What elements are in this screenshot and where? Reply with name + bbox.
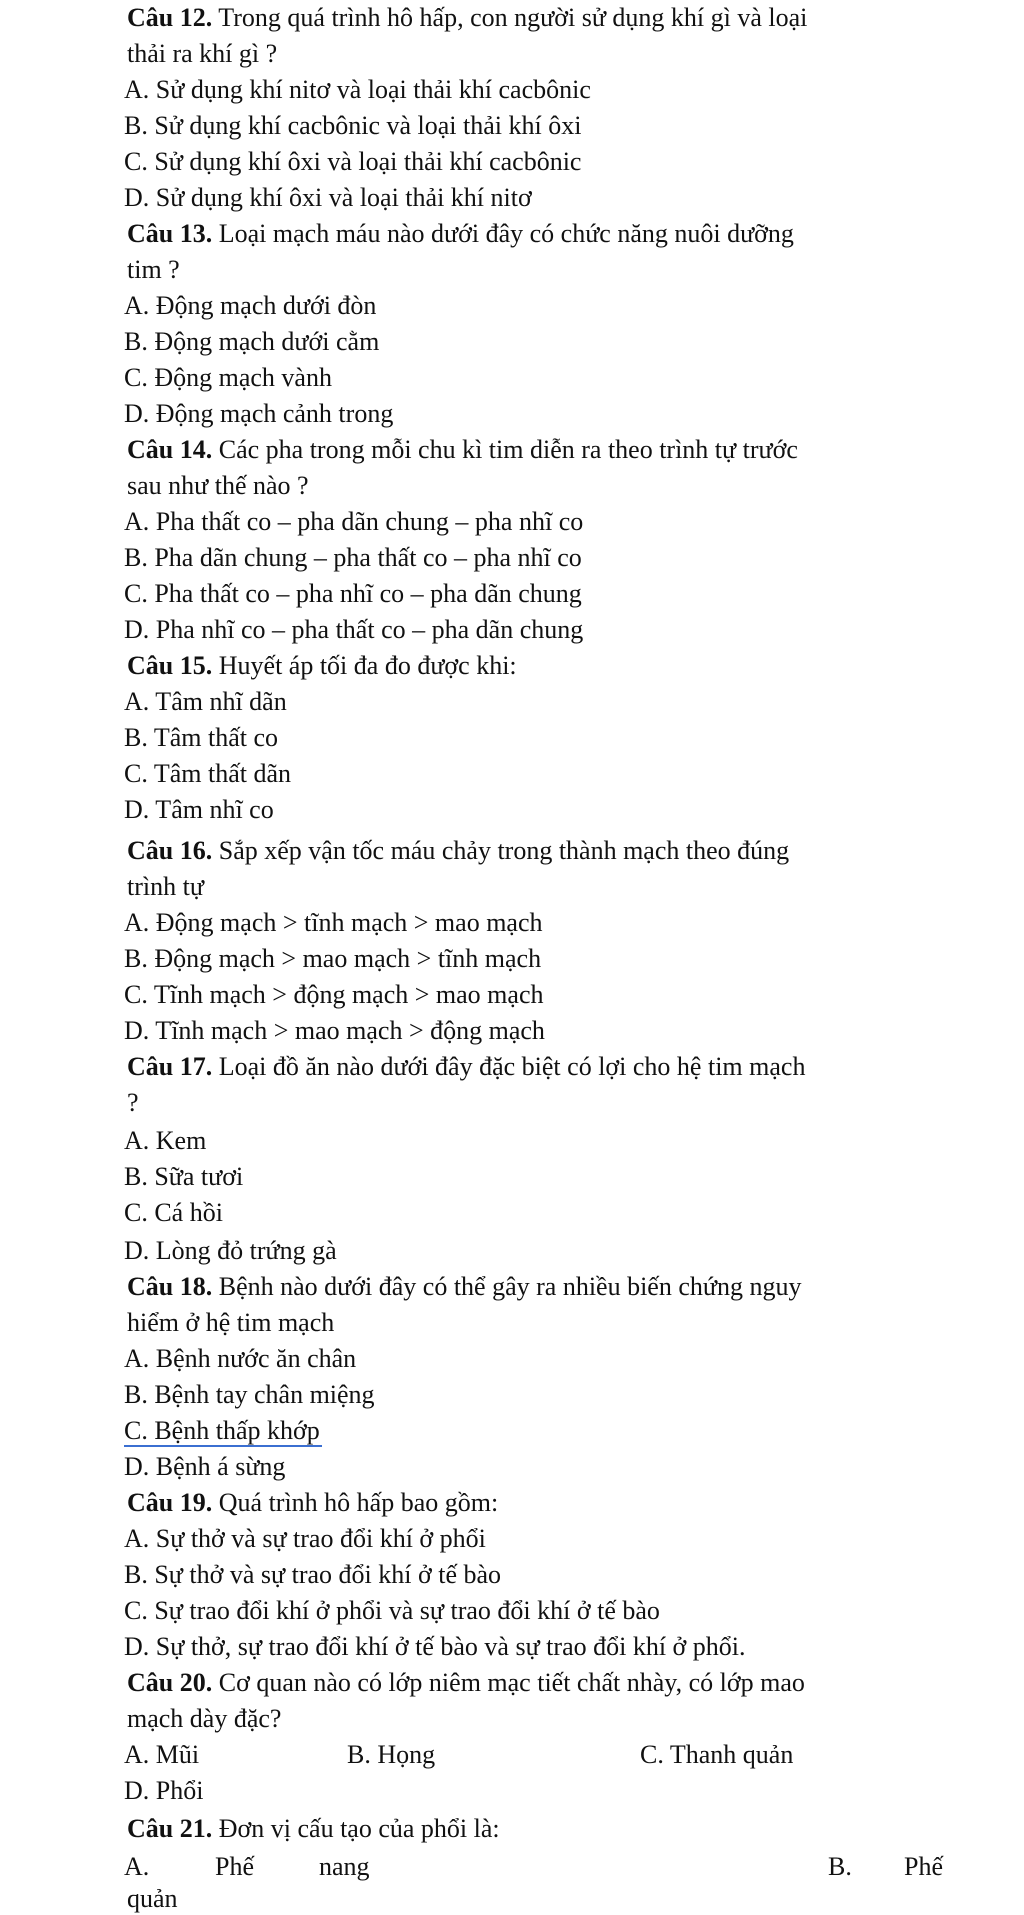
option-b: B. Tâm thất co xyxy=(124,723,279,752)
question-number: Câu 18. xyxy=(127,1272,213,1301)
question-number: Câu 14. xyxy=(127,435,213,464)
option-c: C. Động mạch vành xyxy=(124,363,332,392)
option-c xyxy=(124,1415,322,1447)
question-text-cont: thải ra khí gì ? xyxy=(127,39,278,68)
question-15 xyxy=(127,650,517,682)
option-a: A. Bệnh nước ăn chân xyxy=(124,1344,357,1373)
option-a-word-2: nang xyxy=(319,1852,370,1881)
option-d: D. Bệnh á sừng xyxy=(124,1452,286,1481)
question-16 xyxy=(127,835,789,867)
option-b-word-1: Phế xyxy=(904,1852,943,1881)
option-c: C. Sự trao đổi khí ở phổi và sự trao đổi khí ở tế bào xyxy=(124,1596,660,1625)
question-text: Loại mạch máu nào dưới đây có chức năng nuôi dưỡng xyxy=(218,219,794,248)
option-d: D. Sử dụng khí ôxi và loại thải khí nitơ xyxy=(124,183,532,212)
question-number: Câu 13. xyxy=(127,219,213,248)
question-number: Câu 19. xyxy=(127,1488,213,1517)
question-number: Câu 12. xyxy=(127,3,213,32)
option-b: B. Động mạch dưới cằm xyxy=(124,327,380,356)
option-b-word-2: quản xyxy=(127,1884,178,1913)
option-a: A. Pha thất co – pha dãn chung – pha nhĩ co xyxy=(124,507,584,536)
option-b: B. Họng xyxy=(347,1740,436,1769)
question-number: Câu 21. xyxy=(127,1814,213,1843)
question-14 xyxy=(127,434,798,466)
option-b: B. Sử dụng khí cacbônic và loại thải khí ôxi xyxy=(124,111,582,140)
option-a-label: A. xyxy=(124,1852,150,1881)
question-text: Quá trình hô hấp bao gồm: xyxy=(218,1488,499,1517)
option-a: A. Sử dụng khí nitơ và loại thải khí cacbônic xyxy=(124,75,591,104)
question-text: Sắp xếp vận tốc máu chảy trong thành mạch theo đúng xyxy=(218,836,790,865)
option-b: B. Bệnh tay chân miệng xyxy=(124,1380,375,1409)
question-number: Câu 15. xyxy=(127,651,213,680)
option-d: D. Tĩnh mạch > mao mạch > động mạch xyxy=(124,1016,545,1045)
option-c: C. Tâm thất dãn xyxy=(124,759,292,788)
question-text: Cơ quan nào có lớp niêm mạc tiết chất nhày, có lớp mao xyxy=(218,1668,805,1697)
option-c: C. Tĩnh mạch > động mạch > mao mạch xyxy=(124,980,544,1009)
question-text-cont: ? xyxy=(127,1088,139,1117)
question-12 xyxy=(127,2,807,34)
option-c: C. Thanh quản xyxy=(640,1740,794,1769)
question-text: Bệnh nào dưới đây có thể gây ra nhiều biến chứng nguy xyxy=(218,1272,802,1301)
option-d: D. Lòng đỏ trứng gà xyxy=(124,1236,337,1265)
question-21 xyxy=(127,1813,500,1845)
question-text-cont: hiểm ở hệ tim mạch xyxy=(127,1308,335,1337)
option-b: B. Sữa tươi xyxy=(124,1162,244,1191)
question-20 xyxy=(127,1667,805,1699)
question-text-cont: tim ? xyxy=(127,255,180,284)
question-13 xyxy=(127,218,794,250)
question-17 xyxy=(127,1051,805,1083)
question-number: Câu 20. xyxy=(127,1668,213,1697)
option-d: D. Phổi xyxy=(124,1776,204,1805)
question-text: Trong quá trình hô hấp, con người sử dụng khí gì và loại xyxy=(218,3,808,32)
option-a: A. Tâm nhĩ dãn xyxy=(124,687,287,716)
option-a: A. Kem xyxy=(124,1126,207,1155)
option-d: D. Tâm nhĩ co xyxy=(124,795,274,824)
option-d: D. Pha nhĩ co – pha thất co – pha dãn chung xyxy=(124,615,584,644)
option-a: A. Động mạch dưới đòn xyxy=(124,291,377,320)
option-text: C. Bệnh thấp khớp xyxy=(124,1416,320,1445)
option-b-label: B. xyxy=(828,1852,852,1881)
option-a: A. Động mạch > tĩnh mạch > mao mạch xyxy=(124,908,543,937)
question-text-cont: mạch dày đặc? xyxy=(127,1704,282,1733)
question-text: Loại đồ ăn nào dưới đây đặc biệt có lợi cho hệ tim mạch xyxy=(218,1052,806,1081)
option-c: C. Pha thất co – pha nhĩ co – pha dãn chung xyxy=(124,579,582,608)
option-c: C. Sử dụng khí ôxi và loại thải khí cacbônic xyxy=(124,147,582,176)
question-text-cont: sau như thế nào ? xyxy=(127,471,309,500)
option-a: A. Mũi xyxy=(124,1740,200,1769)
question-text: Đơn vị cấu tạo của phổi là: xyxy=(218,1814,500,1843)
question-text: Các pha trong mỗi chu kì tim diễn ra theo trình tự trước xyxy=(218,435,798,464)
option-d: D. Động mạch cảnh trong xyxy=(124,399,394,428)
question-number: Câu 17. xyxy=(127,1052,213,1081)
option-a: A. Sự thở và sự trao đổi khí ở phổi xyxy=(124,1524,486,1553)
option-d: D. Sự thở, sự trao đổi khí ở tế bào và sự trao đổi khí ở phổi. xyxy=(124,1632,746,1661)
option-b: B. Sự thở và sự trao đổi khí ở tế bào xyxy=(124,1560,502,1589)
question-18 xyxy=(127,1271,801,1303)
question-number: Câu 16. xyxy=(127,836,213,865)
option-a-word-1: Phế xyxy=(215,1852,254,1881)
option-b: B. Động mạch > mao mạch > tĩnh mạch xyxy=(124,944,542,973)
option-c: C. Cá hồi xyxy=(124,1198,223,1227)
question-text-cont: trình tự xyxy=(127,872,204,901)
question-text: Huyết áp tối đa đo được khi: xyxy=(218,651,517,680)
option-b: B. Pha dãn chung – pha thất co – pha nhĩ co xyxy=(124,543,582,572)
question-19 xyxy=(127,1487,498,1519)
